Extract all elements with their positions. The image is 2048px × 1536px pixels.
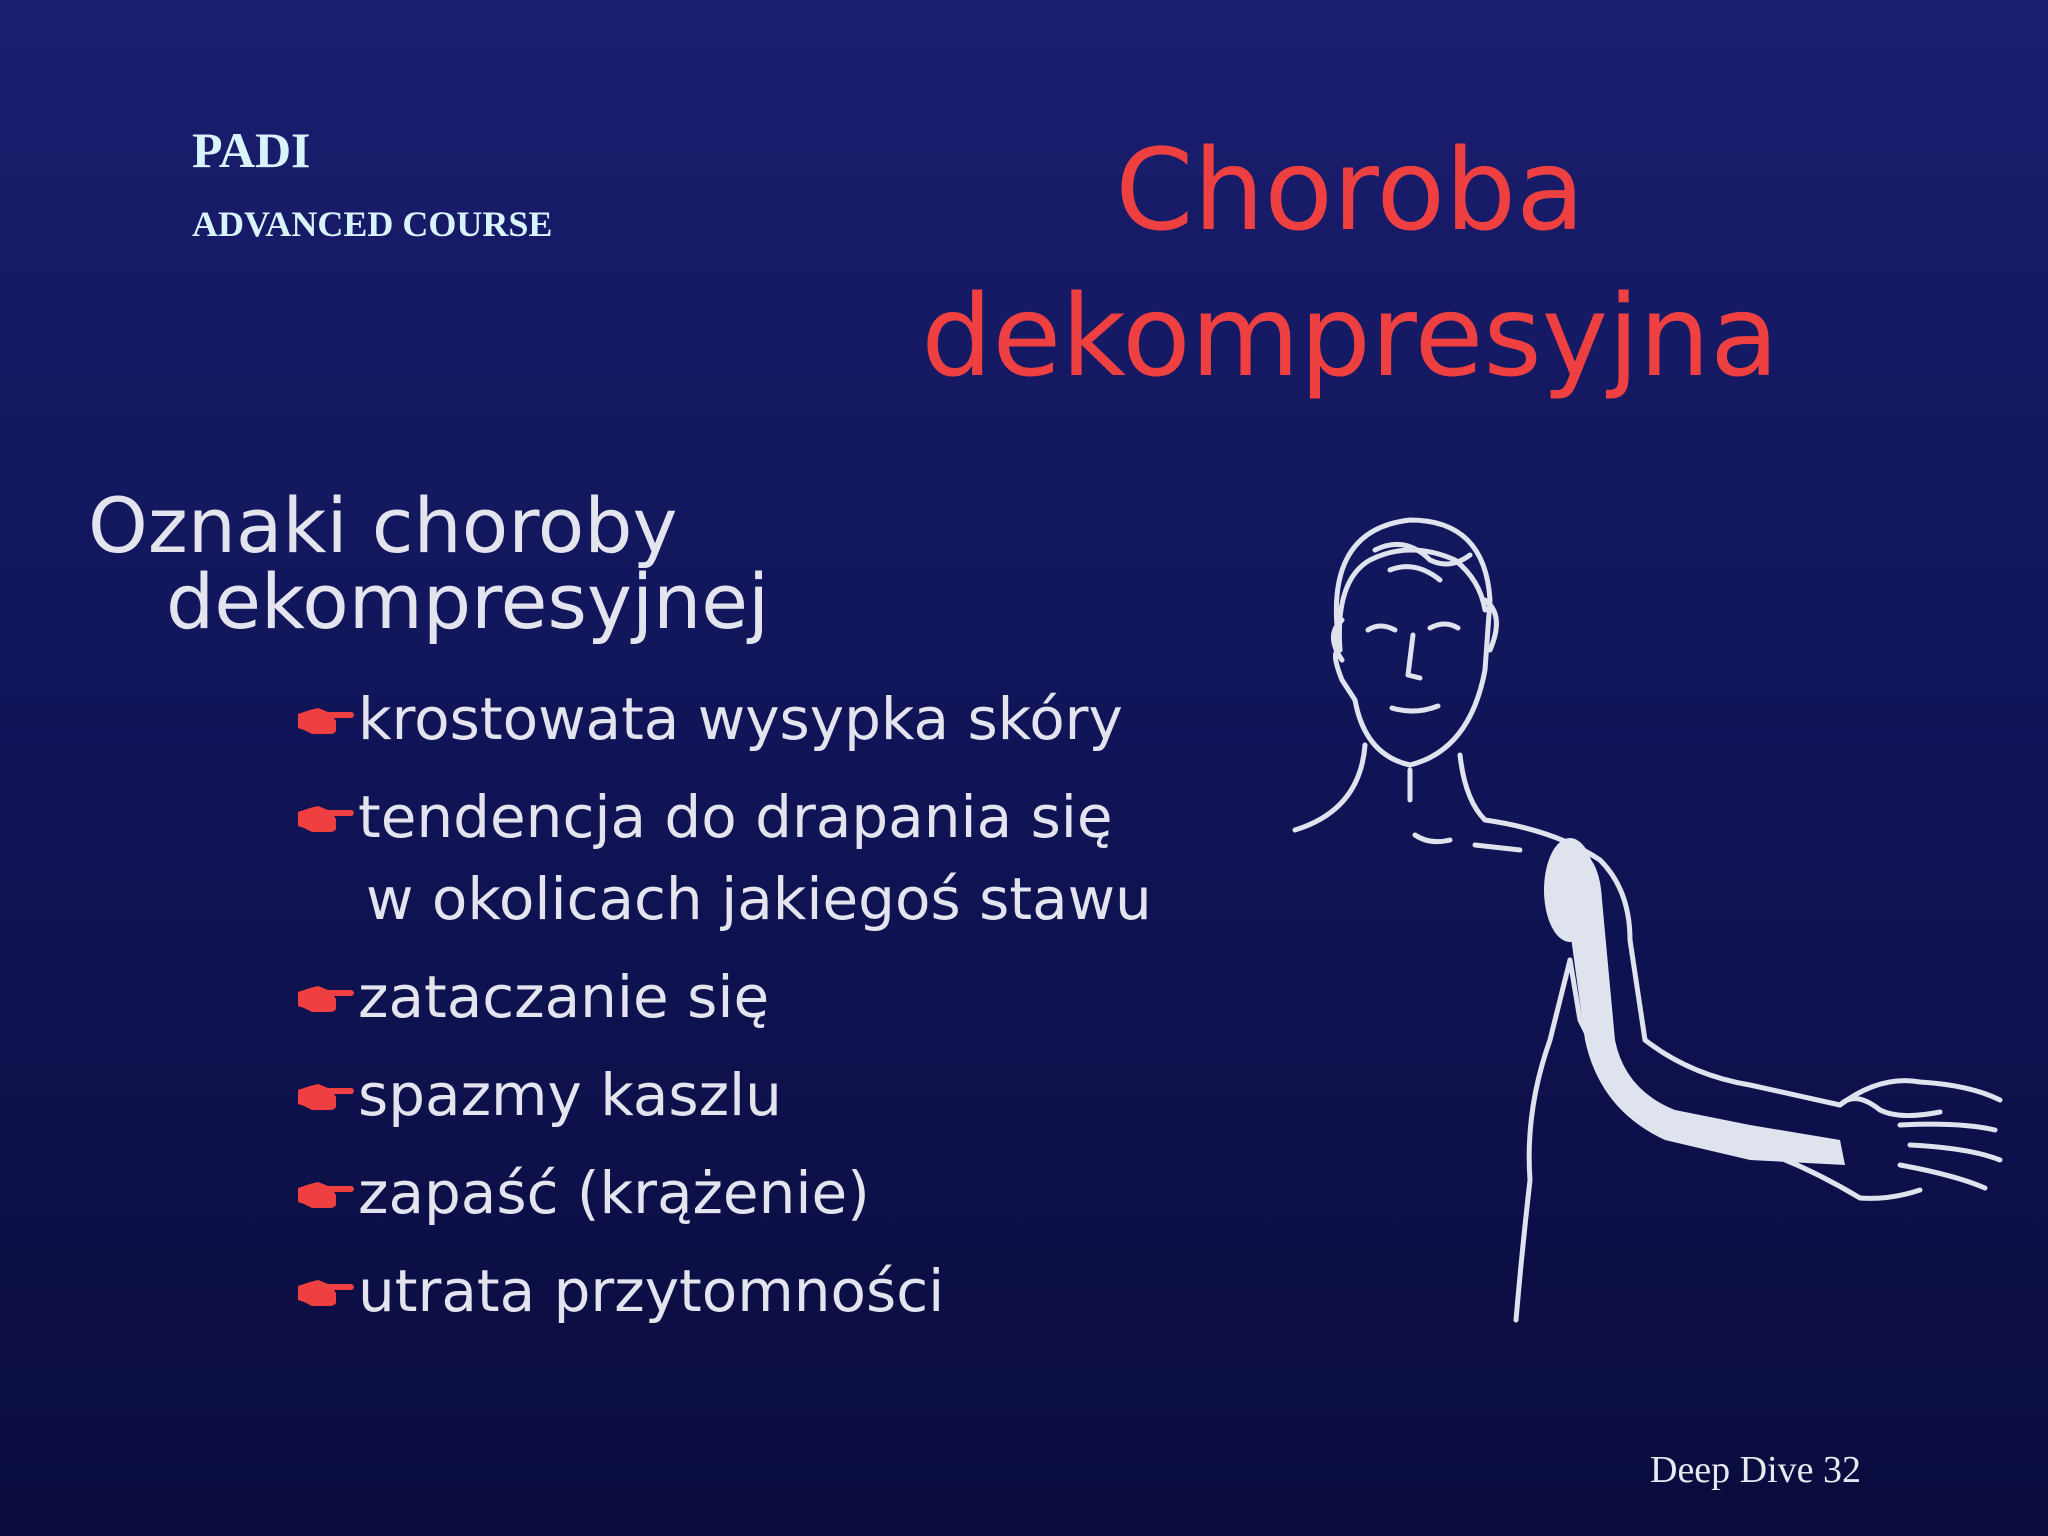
section-heading-line1: Oznaki choroby xyxy=(88,481,678,570)
list-item-text: tendencja do drapania się xyxy=(358,783,1113,851)
list-item-text: utrata przytomności xyxy=(358,1257,945,1325)
list-item-text: krostowata wysypka skóry xyxy=(358,685,1123,753)
list-item xyxy=(296,1250,1152,1332)
list-item-text: spazmy kaszlu xyxy=(358,1061,782,1129)
list-item-continuation: w okolicach jakiegoś stawu xyxy=(366,865,1152,933)
slide-footer: Deep Dive 32 xyxy=(1650,1449,1862,1491)
pointing-hand-icon xyxy=(296,1176,356,1212)
list-item xyxy=(296,956,1152,1038)
pointing-hand-icon xyxy=(296,702,356,738)
section-heading xyxy=(88,481,770,646)
section-heading-line2: dekompresyjnej xyxy=(166,557,770,646)
symptom-list xyxy=(296,678,1152,1348)
slide-title-line1: Choroba xyxy=(1115,126,1585,256)
pointing-hand-icon xyxy=(296,1274,356,1310)
list-item xyxy=(296,678,1152,760)
pointing-hand-icon xyxy=(296,800,356,836)
list-item xyxy=(296,776,1152,940)
list-item xyxy=(296,1152,1152,1234)
human-figure-illustration xyxy=(1280,500,2020,1340)
course-name: ADVANCED COURSE xyxy=(192,204,553,244)
slide-title-line2: dekompresyjna xyxy=(921,272,1779,402)
slide-title xyxy=(880,118,1820,410)
brand-name: PADI xyxy=(192,122,311,178)
header-brand xyxy=(192,120,552,246)
list-item xyxy=(296,1054,1152,1136)
pointing-hand-icon xyxy=(296,980,356,1016)
list-item-text: zataczanie się xyxy=(358,963,770,1031)
pointing-hand-icon xyxy=(296,1078,356,1114)
list-item-text: zapaść (krążenie) xyxy=(358,1159,870,1227)
